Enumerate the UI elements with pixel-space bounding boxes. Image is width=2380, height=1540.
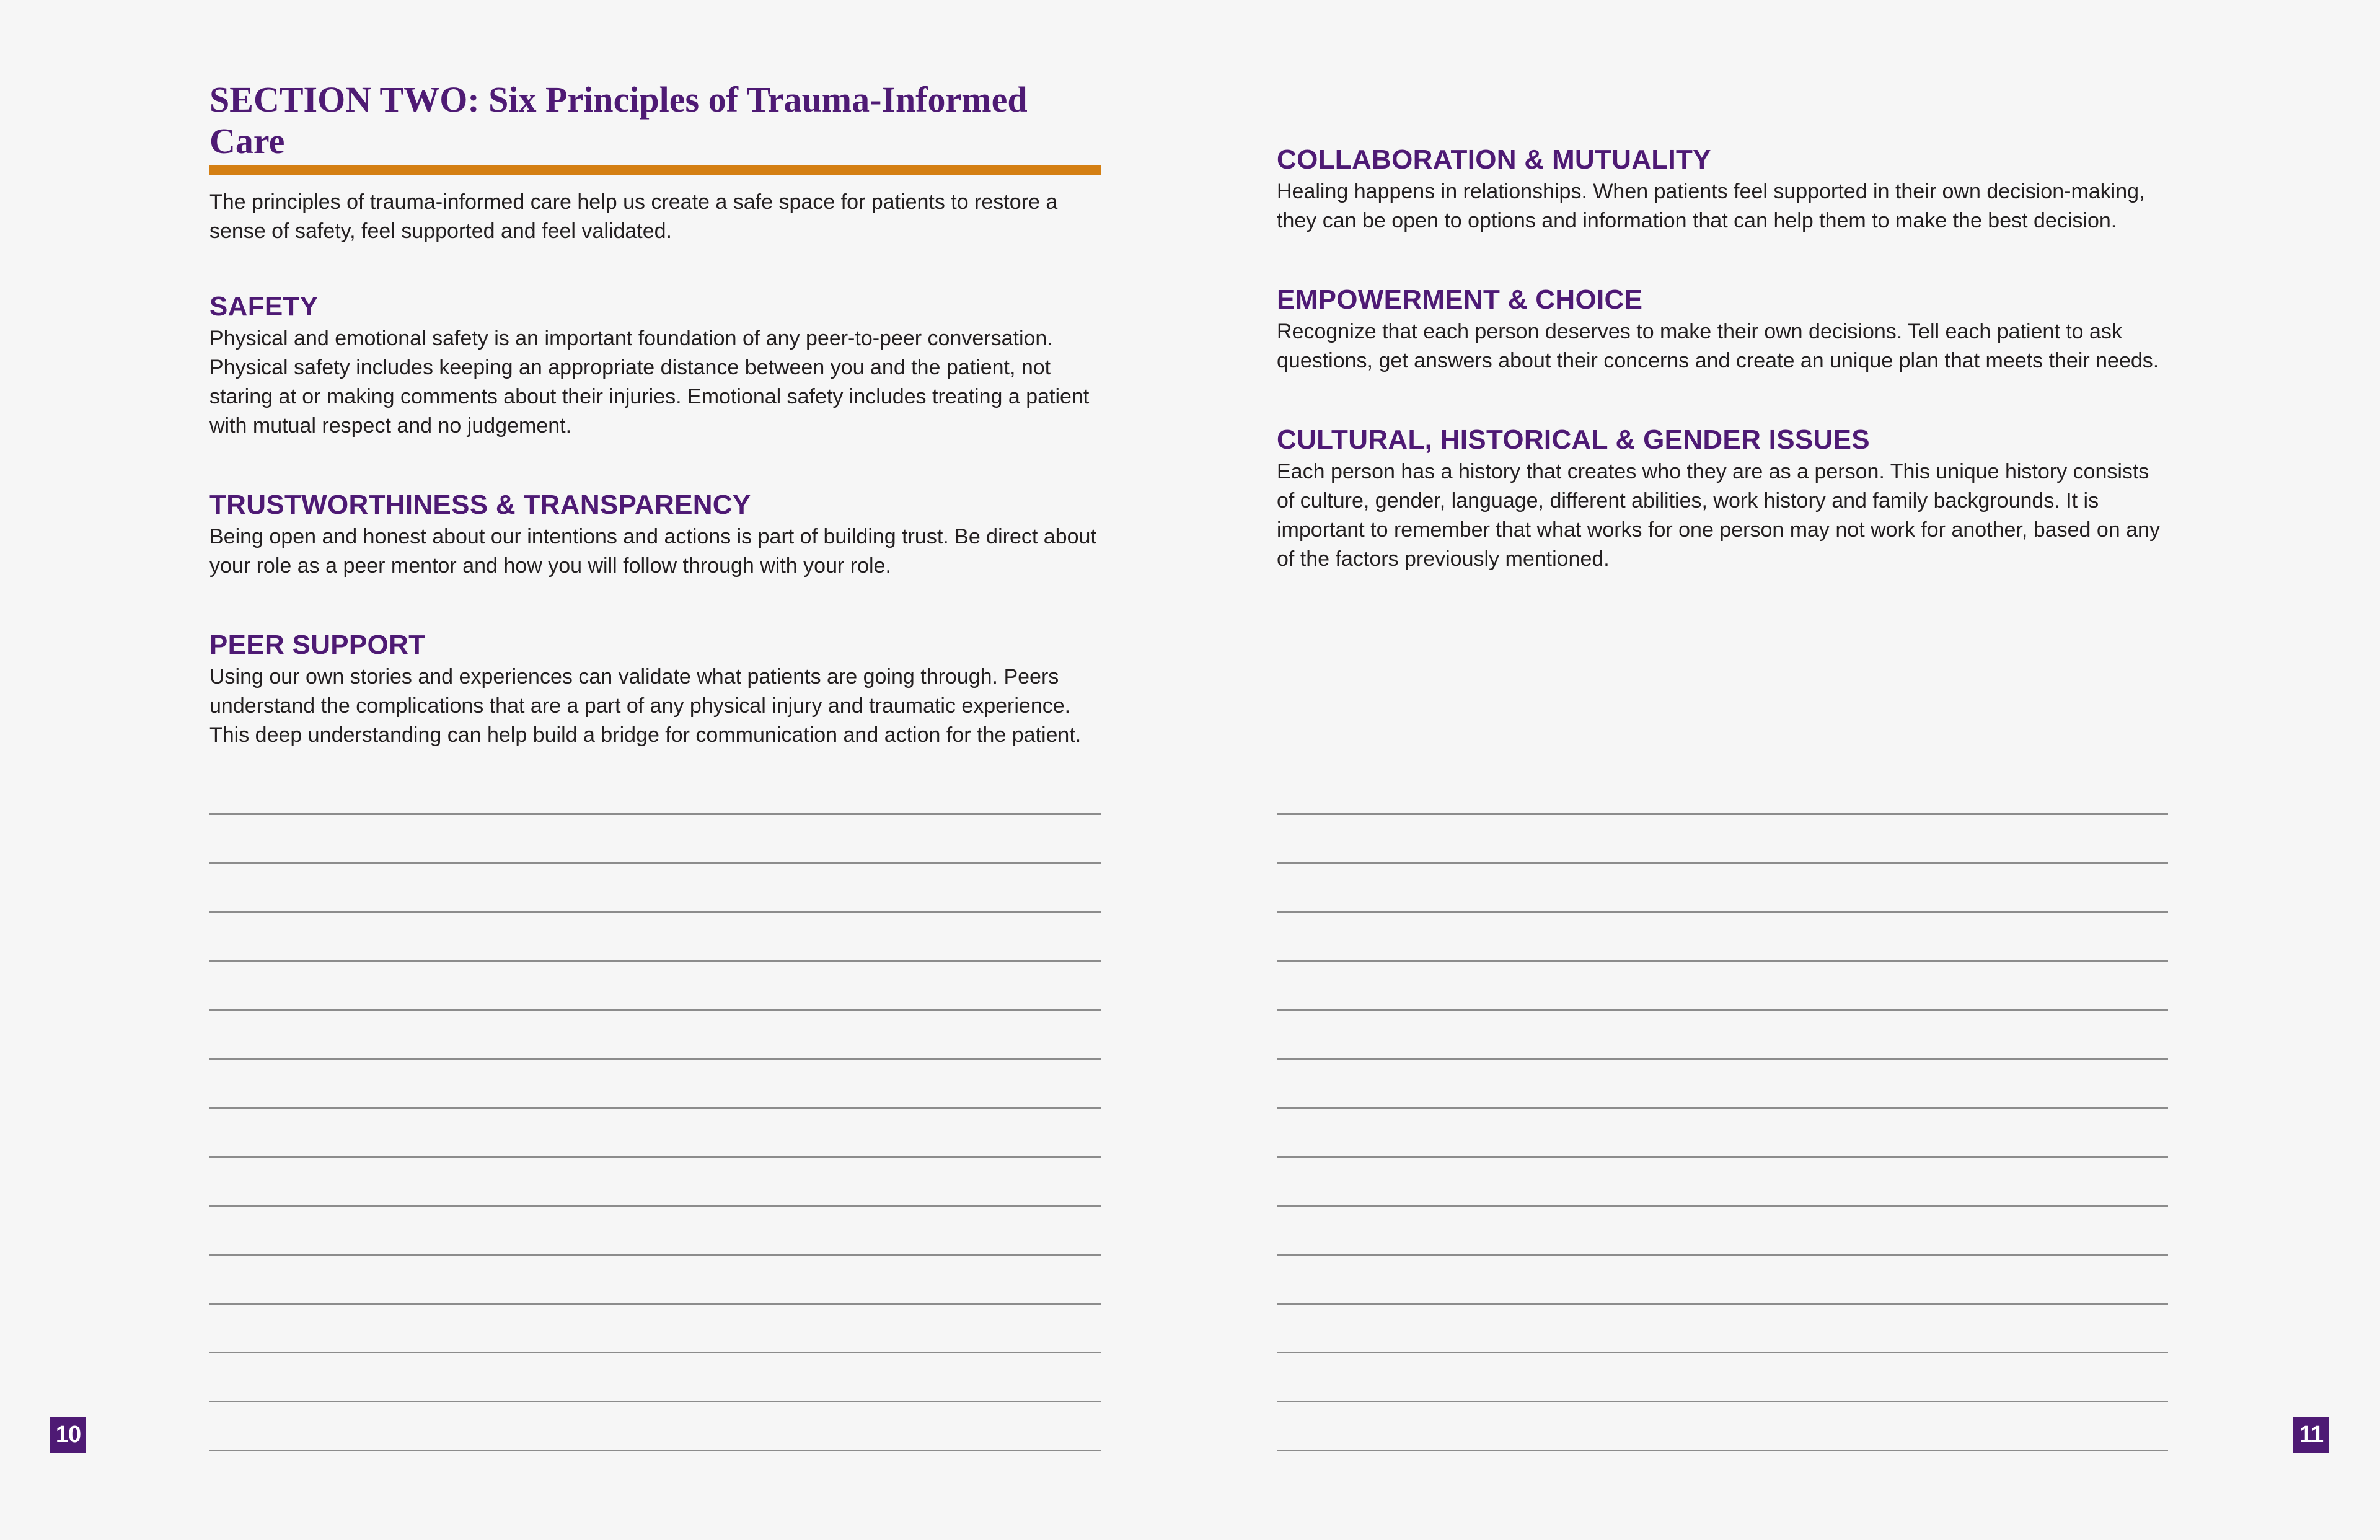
writing-line[interactable] bbox=[1277, 1205, 2168, 1254]
writing-line[interactable] bbox=[1277, 1107, 2168, 1156]
section-body: Healing happens in relationships. When patients feel supported in their own decision-making, they can be open to options and information that can help them to make the best decision. bbox=[1277, 180, 2145, 232]
writing-line[interactable] bbox=[209, 1107, 1101, 1156]
writing-line[interactable] bbox=[209, 1205, 1101, 1254]
writing-line[interactable] bbox=[209, 1303, 1101, 1352]
writing-line[interactable] bbox=[209, 1009, 1101, 1058]
right-column bbox=[1277, 144, 2168, 574]
section-body: Recognize that each person deserves to make their own decisions. Tell each patient to ask questions, get answers about their concerns and create an unique plan that meets their needs. bbox=[1277, 320, 2159, 372]
writing-line[interactable] bbox=[209, 960, 1101, 1009]
notes-lines-left[interactable] bbox=[209, 813, 1101, 1498]
writing-line[interactable] bbox=[209, 911, 1101, 960]
writing-line[interactable] bbox=[209, 1254, 1101, 1303]
writing-line[interactable] bbox=[1277, 862, 2168, 911]
page-number: 11 bbox=[2293, 1417, 2329, 1453]
section-title: SECTION TWO: Six Principles of Trauma-Informed Care bbox=[209, 79, 1101, 175]
section-safety bbox=[209, 291, 1101, 441]
writing-line[interactable] bbox=[1277, 1450, 2168, 1498]
writing-line[interactable] bbox=[1277, 1352, 2168, 1401]
section-empowerment bbox=[1277, 284, 2168, 376]
section-heading: EMPOWERMENT & CHOICE bbox=[1277, 284, 1643, 315]
section-heading: SAFETY bbox=[209, 291, 319, 322]
writing-line[interactable] bbox=[1277, 1156, 2168, 1205]
writing-line[interactable] bbox=[1277, 960, 2168, 1009]
section-trustworthiness bbox=[209, 489, 1101, 581]
section-cultural bbox=[1277, 424, 2168, 574]
section-heading: CULTURAL, HISTORICAL & GENDER ISSUES bbox=[1277, 425, 1870, 455]
section-heading: COLLABORATION & MUTUALITY bbox=[1277, 144, 1711, 175]
writing-line[interactable] bbox=[209, 1401, 1101, 1450]
writing-line[interactable] bbox=[209, 862, 1101, 911]
section-body: Each person has a history that creates who they are as a person. This unique history consists of culture, gender, language, different abilities, work history and family backgrounds. It is important to remember that what works for one person may not work for another, based on any of the factors previously mentioned. bbox=[1277, 460, 2160, 571]
section-heading: PEER SUPPORT bbox=[209, 630, 426, 661]
section-heading: TRUSTWORTHINESS & TRANSPARENCY bbox=[209, 490, 751, 521]
intro-paragraph: The principles of trauma-informed care help us create a safe space for patients to restore a sense of safety, feel supported and feel validated. bbox=[209, 190, 1058, 244]
writing-line[interactable] bbox=[1277, 1401, 2168, 1450]
notes-lines-right[interactable] bbox=[1277, 813, 2168, 1498]
right-page bbox=[1190, 0, 2380, 1540]
writing-line[interactable] bbox=[209, 1156, 1101, 1205]
writing-line[interactable] bbox=[1277, 813, 2168, 862]
section-collaboration bbox=[1277, 144, 2168, 235]
writing-line[interactable] bbox=[209, 1058, 1101, 1107]
writing-line[interactable] bbox=[209, 1450, 1101, 1498]
left-column bbox=[209, 79, 1101, 750]
writing-line[interactable] bbox=[209, 813, 1101, 862]
writing-line[interactable] bbox=[1277, 1058, 2168, 1107]
writing-line[interactable] bbox=[1277, 1009, 2168, 1058]
writing-line[interactable] bbox=[1277, 1303, 2168, 1352]
writing-line[interactable] bbox=[209, 1352, 1101, 1401]
section-body: Being open and honest about our intentions and actions is part of building trust. Be direct about your role as a peer mentor and how you will follow through with your role. bbox=[209, 525, 1096, 578]
section-body: Using our own stories and experiences can validate what patients are going through. Peers understand the complications that are a part of any physical injury and traumatic experience. This deep understanding can help build a bridge for communication and action for the patient. bbox=[209, 665, 1082, 747]
page-number: 10 bbox=[50, 1417, 86, 1453]
section-peer-support bbox=[209, 629, 1101, 750]
writing-line[interactable] bbox=[1277, 911, 2168, 960]
section-body: Physical and emotional safety is an important foundation of any peer-to-peer conversation. Physical safety includes keeping an appropriate distance between you and the patient, not staring at or making comments about their injuries. Emotional safety includes treating a patient with mutual respect and no judgement. bbox=[209, 327, 1090, 438]
writing-line[interactable] bbox=[1277, 1254, 2168, 1303]
